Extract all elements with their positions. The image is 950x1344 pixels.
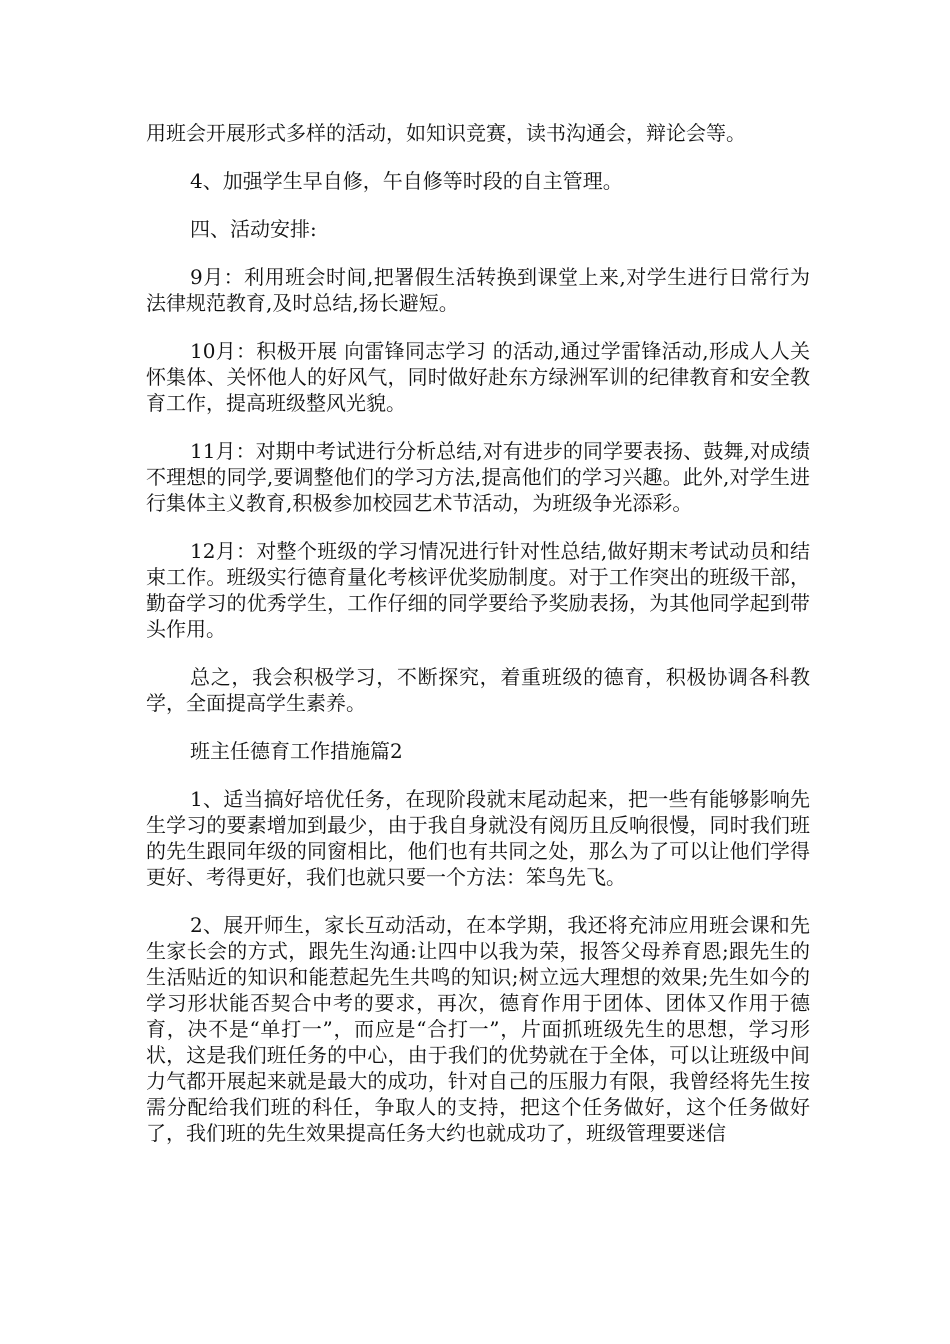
- paragraph-point-1: 1、适当搞好培优任务，在现阶段就末尾动起来，把一些有能够影响先生学习的要素增加到最少，由于我自身就没有阅历且反响很慢，同时我们班的先生跟同年级的同窗相比，他们也有共同之处，那么为了可以让他们学得更好、考得更好，我们也就只要一个方法：笨鸟先飞。: [146, 787, 810, 889]
- paragraph-november: 11月：对期中考试进行分析总结,对有进步的同学要表扬、鼓舞,对成绩不理想的同学,要调整他们的学习方法,提高他们的学习兴趣。此外,对学生进行集体主义教育,积极参加校园艺术节活动，为班级争光添彩。: [146, 439, 810, 515]
- paragraph-october: 10月：积极开展 向雷锋同志学习 的活动,通过学雷锋活动,形成人人关怀集体、关怀他人的好风气，同时做好赴东方绿洲军训的纪律教育和安全教育工作，提高班级整风光貌。: [146, 339, 810, 415]
- paragraph-item-4: 4、加强学生早自修，午自修等时段的自主管理。: [190, 169, 623, 193]
- paragraph-activities-continued: 用班会开展形式多样的活动，如知识竞赛，读书沟通会，辩论会等。: [146, 121, 746, 145]
- section-heading-activity-schedule: 四、活动安排:: [190, 217, 317, 241]
- paragraph-conclusion: 总之，我会积极学习，不断探究，着重班级的德育，积极协调各科教学，全面提高学生素养。: [146, 665, 810, 715]
- article-title-part-2: 班主任德育工作措施篇2: [190, 739, 403, 763]
- paragraph-point-2: 2、展开师生，家长互动活动，在本学期，我还将充沛应用班会课和先生家长会的方式，跟先生沟通:让四中以我为荣，报答父母养育恩;跟先生的生活贴近的知识和能惹起先生共鸣的知识;树立远大理想的效果;先生如今的学习形状能否契合中考的要求，再次，德育作用于团体、团体又作用于德育，决不是“单打一”，而应是“合打一”，片面抓班级先生的思想，学习形状，这是我们班任务的中心，由于我们的优势就在于全体，可以让班级中间力气都开展起来就是最大的成功，针对自己的压服力有限，我曾经将先生按需分配给我们班的科任，争取人的支持，把这个任务做好，这个任务做好了，我们班的先生效果提高任务大约也就成功了，班级管理要迷信: [146, 913, 810, 1145]
- paragraph-september: 9月：利用班会时间,把署假生活转换到课堂上来,对学生进行日常行为法律规范教育,及时总结,扬长避短。: [146, 265, 810, 315]
- document-page: [146, 120, 810, 1146]
- paragraph-december: 12月：对整个班级的学习情况进行针对性总结,做好期末考试动员和结束工作。班级实行德育量化考核评优奖励制度。对于工作突出的班级干部，勤奋学习的优秀学生，工作仔细的同学要给予奖励表扬，为其他同学起到带头作用。: [146, 539, 810, 641]
